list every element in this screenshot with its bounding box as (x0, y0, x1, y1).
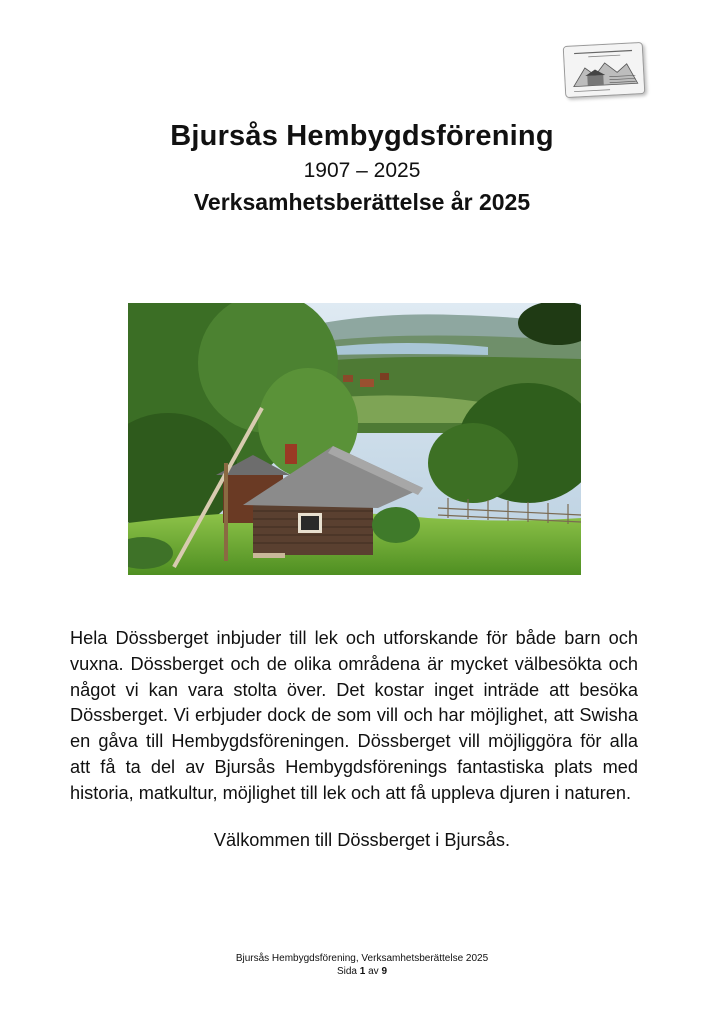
landscape-photo (128, 303, 581, 575)
page-number (0, 965, 724, 978)
year-range: 1907 – 2025 (303, 159, 421, 182)
page-sep: av (368, 966, 379, 977)
page-total: 9 (381, 966, 388, 977)
logo-stamp (563, 42, 646, 98)
page-prefix: Sida (336, 966, 357, 977)
welcome-text: Välkommen till Dössberget i Bjursås. (213, 830, 511, 850)
footer-title: Bjursås Hembygdsförening, Verksamhetsberättelse 2025 (235, 953, 489, 964)
page-subtitle: Verksamhetsberättelse år 2025 (193, 189, 531, 215)
page-title: Bjursås Hembygdsförening (170, 120, 554, 152)
page-current: 1 (359, 966, 366, 977)
body-paragraph: Hela Dössberget inbjuder till lek och utforskande för både barn och vuxna. Dössberget och de olika områdena är mycket välbesökta och något vi kan vara stolta över. Det kostar inget inträde att besöka Dössberget. Vi erbjuder dock de som vill och har möjlighet, att Swisha en gåva till Hembygdsföreningen. Dössberget vill möjliggöra för alla att få ta del av Bjursås Hembygdsförenings fantastiska plats med historia, matkultur, möjlighet till lek och att få uppleva djuren i naturen. (70, 628, 638, 803)
page-footer (0, 952, 724, 978)
